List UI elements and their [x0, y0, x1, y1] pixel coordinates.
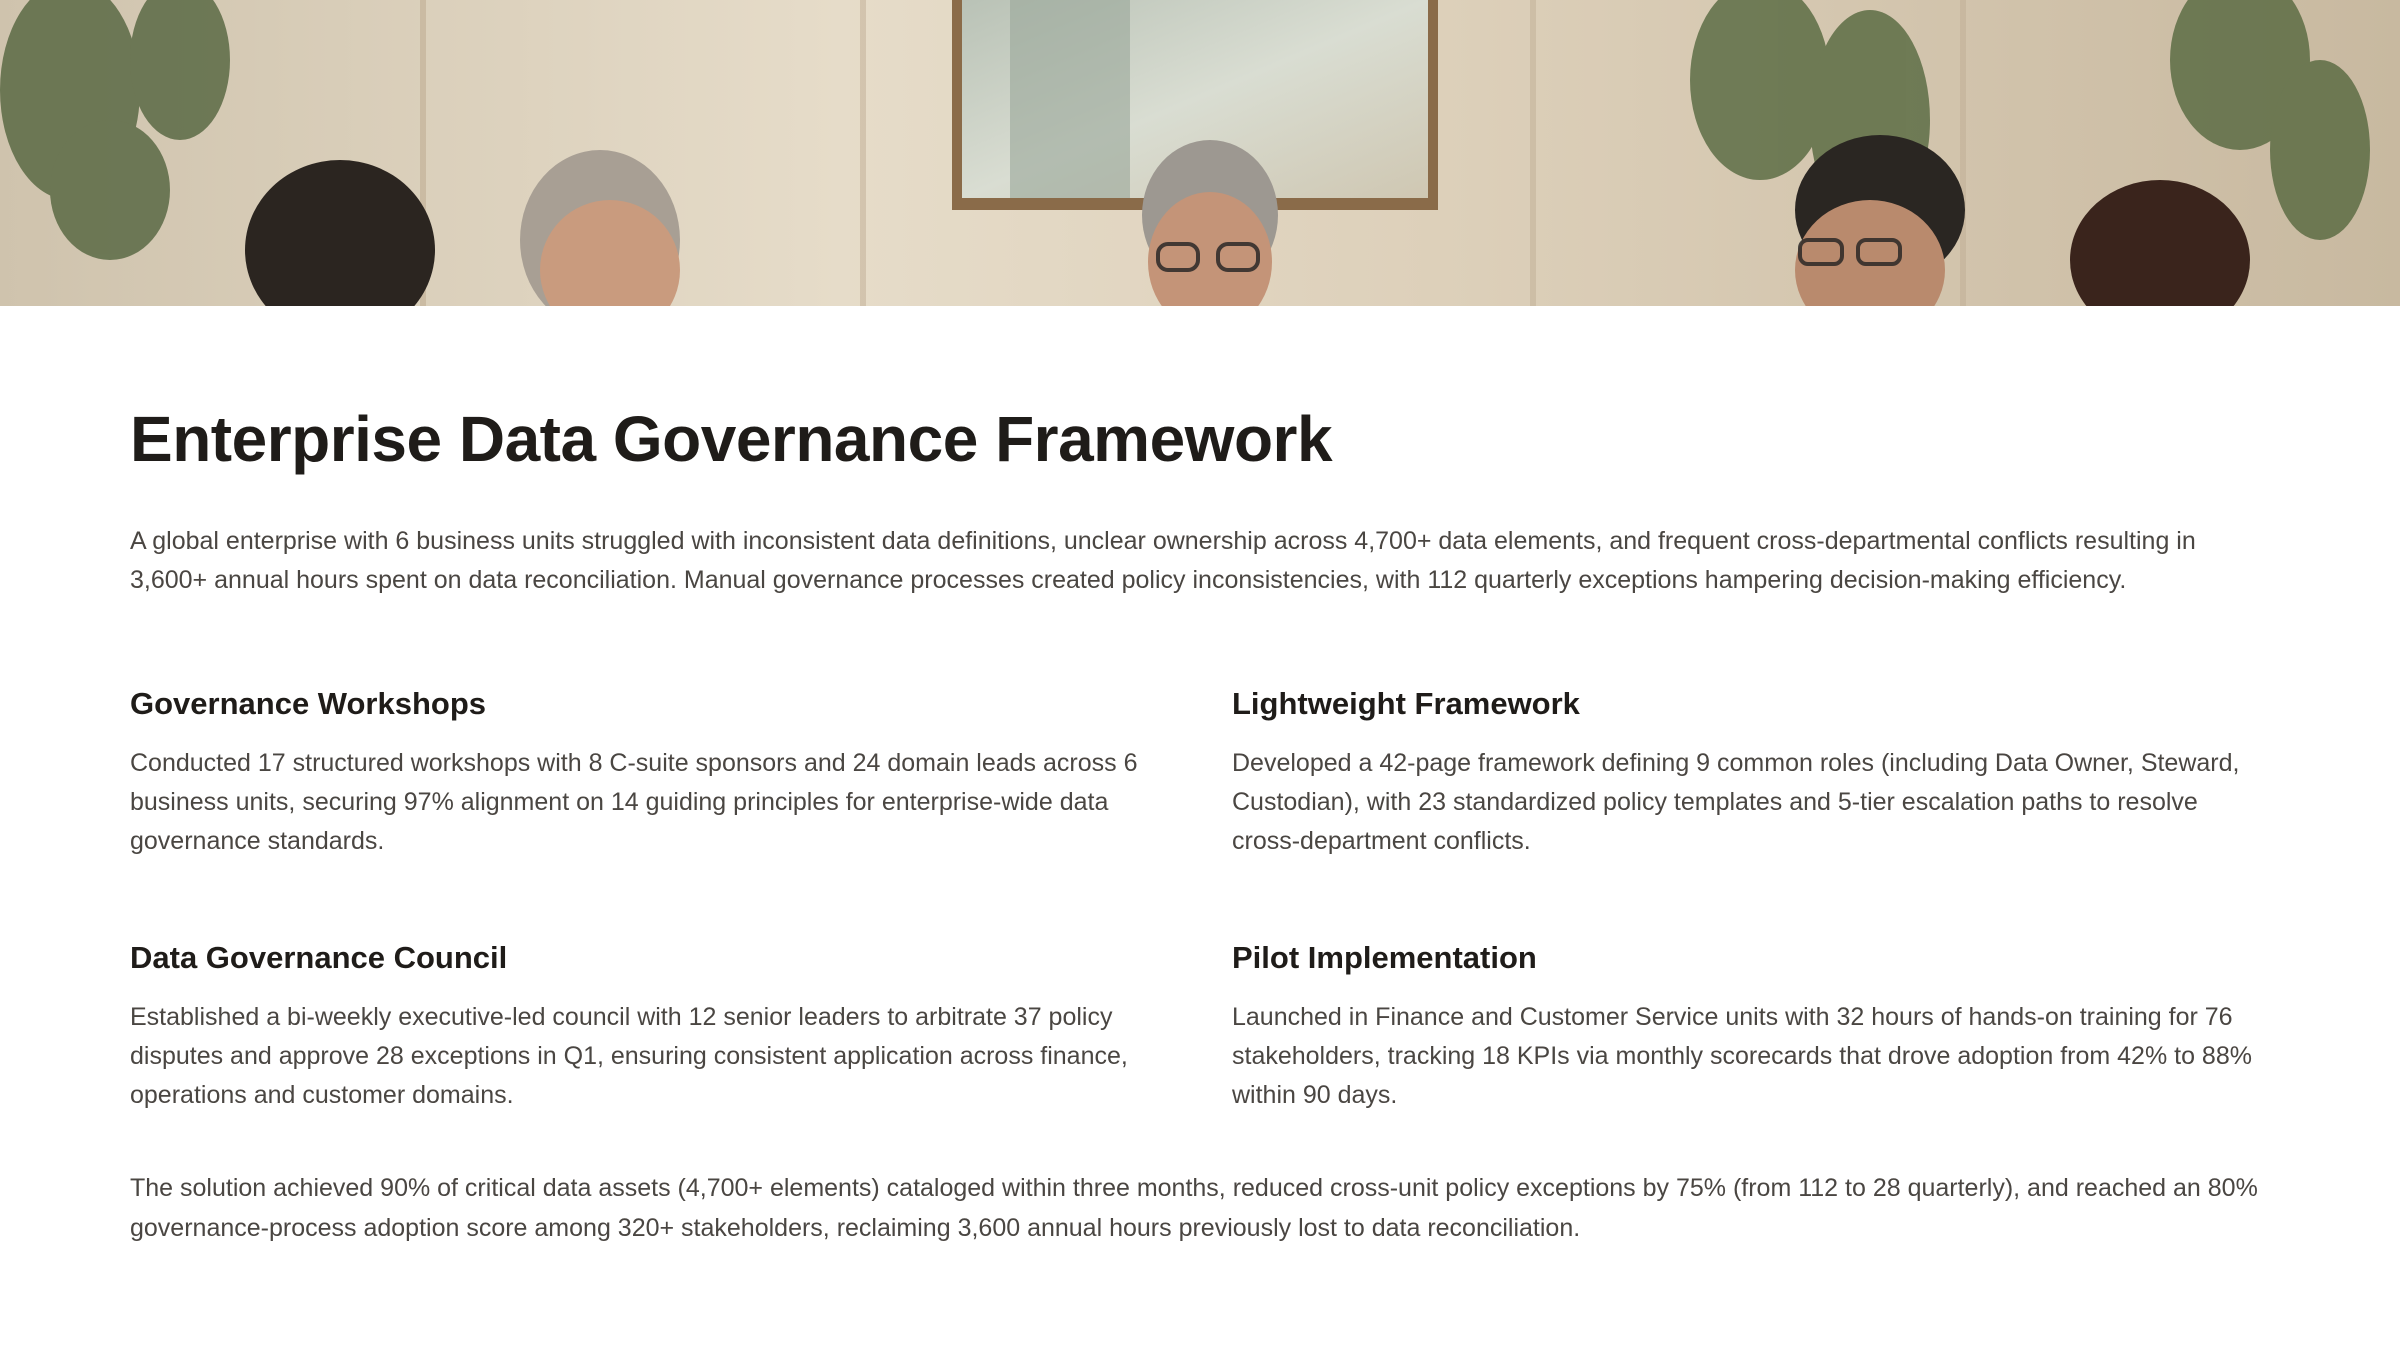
page-title: Enterprise Data Governance Framework [130, 403, 1333, 475]
section-pilot-implementation [1232, 938, 2272, 1115]
section-body: Launched in Finance and Customer Service units with 32 hours of hands-on training for 76 stakeholders, tracking 18 KPIs via monthly scorecards that drove adoption from 42% to 88% within 90 days. [1232, 1003, 2252, 1110]
outcome-paragraph: The solution achieved 90% of critical data assets (4,700+ elements) cataloged within three months, reduced cross-unit policy exceptions by 75% (from 112 to 28 quarterly), and reached an 80% governance-process adoption score among 320+ stakeholders, reclaiming 3,600 annual hours previously lost to data reconciliation. [130, 1174, 2258, 1242]
section-governance-workshops [130, 684, 1170, 861]
section-heading: Governance Workshops [130, 686, 487, 721]
section-lightweight-framework [1232, 684, 2272, 861]
hero-image [0, 0, 2400, 306]
intro-paragraph: A global enterprise with 6 business units struggled with inconsistent data definitions, unclear ownership across 4,700+ data elements, and frequent cross-departmental conflicts resulting in 3,600+ annual hours spent on data reconciliation. Manual governance processes created policy inconsistencies, with 112 quarterly exceptions hampering decision-making efficiency. [130, 527, 2196, 594]
section-heading: Data Governance Council [130, 940, 508, 975]
section-body: Developed a 42-page framework defining 9 common roles (including Data Owner, Steward, Custodian), with 23 standardized policy templates and 5-tier escalation paths to resolve cross-department conflicts. [1232, 749, 2240, 856]
section-body: Established a bi-weekly executive-led council with 12 senior leaders to arbitrate 37 policy disputes and approve 28 exceptions in Q1, ensuring consistent application across finance, operations and customer domains. [130, 1003, 1128, 1110]
section-heading: Pilot Implementation [1232, 940, 1537, 975]
meeting-photo [0, 0, 2400, 306]
section-heading: Lightweight Framework [1232, 686, 1580, 721]
section-data-governance-council [130, 938, 1170, 1115]
section-body: Conducted 17 structured workshops with 8 C-suite sponsors and 24 domain leads across 6 business units, securing 97% alignment on 14 guiding principles for enterprise-wide data governance standards. [130, 749, 1138, 856]
